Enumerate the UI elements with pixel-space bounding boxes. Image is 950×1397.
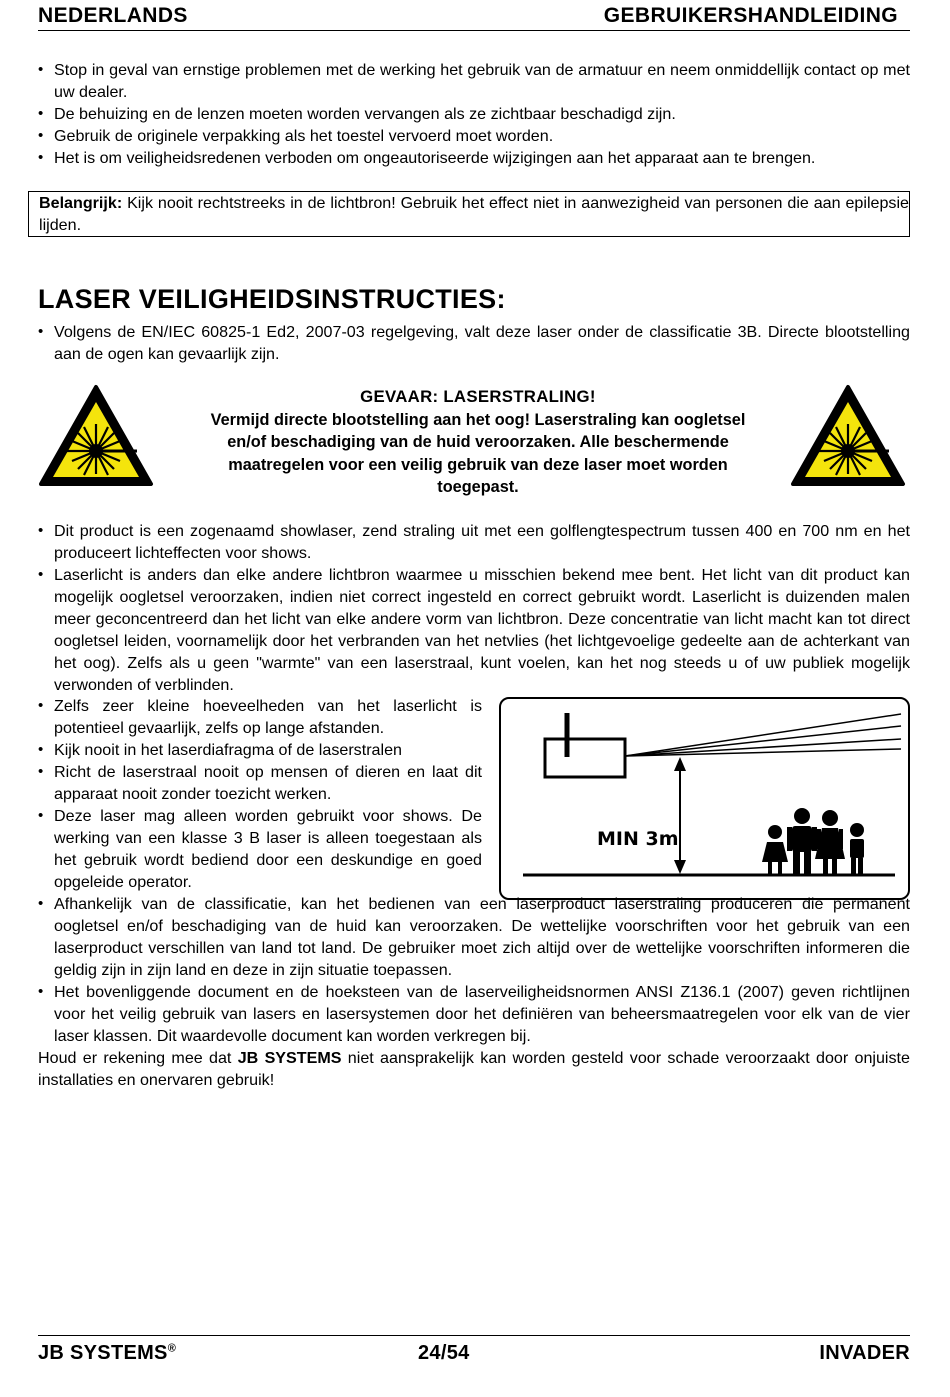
important-label: Belangrijk: — [39, 194, 123, 212]
liability-text: Houd er rekening mee dat — [38, 1049, 238, 1067]
laser-unit-shape — [545, 739, 625, 777]
list-item: • Dit product is een zogenaamd showlaser, zend straling uit met een golflengtespectrum tussen 400 en 700 nm en het produceert lichteffecten voor shows. — [38, 520, 910, 564]
registered-mark: ® — [167, 1342, 177, 1355]
list-item: • Gebruik de originele verpakking als het toestel vervoerd moet worden. — [38, 125, 910, 147]
danger-title: GEVAAR: LASERSTRALING! — [360, 387, 596, 406]
liability-notice — [38, 1047, 910, 1091]
section-title: LASER VEILIGHEIDSINSTRUCTIES: — [38, 284, 506, 314]
list-item: • Volgens de EN/IEC 60825-1 Ed2, 2007-03 regelgeving, valt deze laser onder de classificatie 3B. Directe blootstelling aan de ogen kan gevaarlijk zijn. — [38, 321, 910, 365]
page-number: 24/54 — [418, 1342, 470, 1364]
laser-classification-list — [38, 321, 910, 365]
laser-warning-icon — [38, 384, 154, 488]
liability-text: niet aansprakelijk kan worden gesteld voor schade veroorzaakt door onjuiste installaties en onervaren gebruik! — [38, 1049, 910, 1089]
list-item: • Richt de laserstraal nooit op mensen of dieren en laat dit apparaat nooit zonder toezicht werken. — [38, 761, 482, 805]
list-item: • Deze laser mag alleen worden gebruikt voor shows. De werking van een klasse 3 B laser is alleen toegestaan als het gebruik wordt bediend door een deskundige en goed opgeleide operator. — [38, 805, 482, 893]
list-item: • Het bovenliggende document en de hoeksteen van de laserveiligheidsnormen ANSI Z136.1 (2007) geven richtlijnen voor het veilig gebruik van lasers en lasersystemen door het definiëren van beheersmaatregelen voor elk van de vier laser klassen. Dit waardevolle document kan worden verkregen bij. — [38, 981, 910, 1047]
general-safety-list — [38, 59, 910, 169]
footer-product: INVADER — [819, 1342, 910, 1364]
laser-usage-list — [38, 695, 482, 893]
list-item: • Stop in geval van ernstige problemen met de werking het gebruik van de armatuur en neem onmiddellijk contact op met uw dealer. — [38, 59, 910, 103]
laser-warning-icon — [790, 384, 906, 488]
footer-brand — [38, 1342, 176, 1365]
header-doc-type: GEBRUIKERSHANDLEIDING — [603, 4, 898, 27]
footer-brand-text: JB SYSTEMS — [38, 1342, 168, 1364]
minimum-height-diagram — [499, 697, 910, 900]
min-height-label: MIN 3m — [597, 828, 679, 850]
danger-text: Vermijd directe blootstelling aan het oog! Laserstraling kan oogletsel en/of beschadiging van de huid veroorzaken. Alle beschermende maatregelen voor een veilig gebruik van deze laser moet worden toegepast. — [210, 410, 746, 496]
list-item: • Het is om veiligheidsredenen verboden om ongeautoriseerde wijzigingen aan het apparaat aan te brengen. — [38, 147, 910, 169]
list-item: • Laserlicht is anders dan elke andere lichtbron waarmee u misschien bekend mee bent. Het licht van dit product kan mogelijk oogletsel veroorzaken, indien niet correct ingesteld en correct gebruikt wordt. Laserlicht is duizenden malen meer geconcentreerd dan het licht van elke andere vorm van lichtbron. Deze concentratie van licht macht kan tot direct oogletsel leiden, voornamelijk door het verbranden van het netvlies (het lichtgevoelige gedeelte aan de achterkant van het oog). Zelfs als u geen "warmte" van een laserstraal, kunt voelen, kan het nog steeds u of uw publiek mogelijk verwonden of verblinden. — [38, 564, 910, 696]
list-item: • Zelfs zeer kleine hoeveelheden van het laserlicht is potentieel gevaarlijk, zelfs op lange afstanden. — [38, 695, 482, 739]
list-item: • De behuizing en de lenzen moeten worden vervangen als ze zichtbaar beschadigd zijn. — [38, 103, 910, 125]
legal-info-list — [38, 893, 910, 1091]
page-header — [38, 4, 910, 31]
header-language: NEDERLANDS — [38, 4, 188, 27]
important-text: Kijk nooit rechtstreeks in de lichtbron! Gebruik het effect niet in aanwezigheid van personen die aan epilepsie lijden. — [39, 194, 909, 234]
list-item: • Kijk nooit in het laserdiafragma of de laserstralen — [38, 739, 482, 761]
page-footer — [38, 1335, 910, 1370]
laser-info-list — [38, 520, 910, 696]
list-item: • Afhankelijk van de classificatie, kan het bedienen van een laserproduct laserstraling produceren die permanent oogletsel en/of beschadiging van de huid kan veroorzaken. De wettelijke voorschriften voor het gebruik van een laserproduct verschillen van land tot land. De gebruiker moet zich altijd over de wettelijke voorschriften informeren die geldig zijn in zijn land en deze in zijn situatie toepassen. — [38, 893, 910, 981]
danger-notice — [190, 386, 766, 499]
people-icon — [762, 808, 864, 874]
laser-height-illustration — [501, 699, 908, 898]
important-notice-box — [28, 191, 910, 237]
brand-name: JB SYSTEMS — [237, 1049, 342, 1067]
